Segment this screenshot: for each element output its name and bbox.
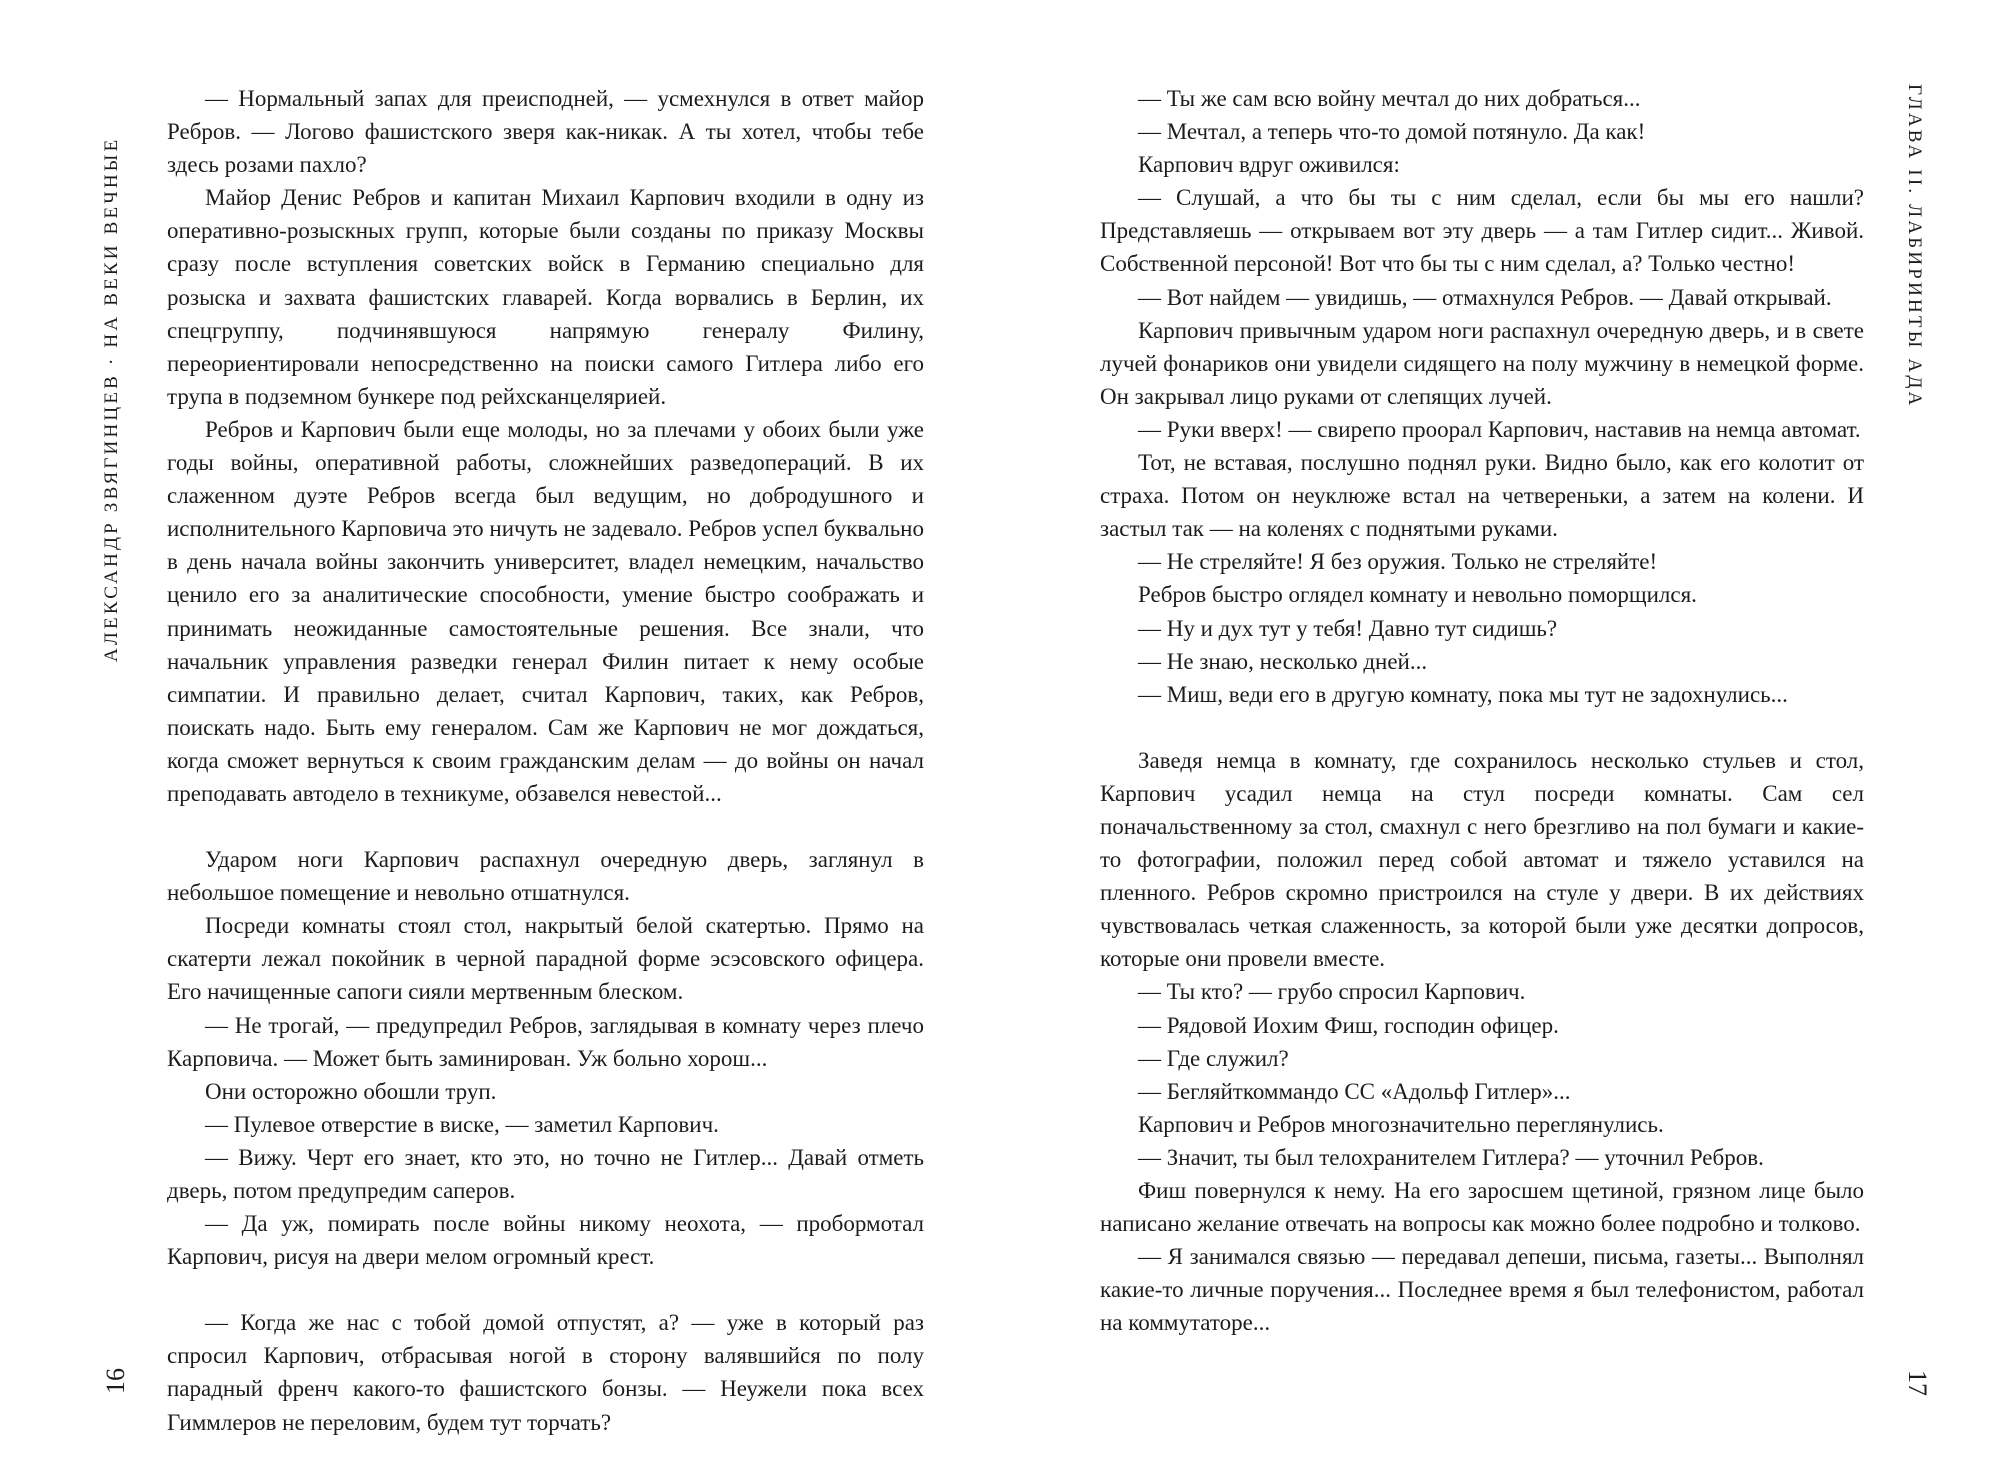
paragraph: Они осторожно обошли труп.	[205, 1078, 497, 1104]
paragraph: Заведя немца в комнату, где сохранилось несколько стульев и стол, Карпович усадил немца на стул посреди комнаты. Сам сел поначальственному за стол, смахнул с него брезгливо на пол бумаги и какие-то фотографии, положил перед собой автомат и тяжело уставился на пленного. Ребров скромно пристроился на стуле у двери. В их действиях чувствовалась четкая слаженность, за которой были уже десятки допросов, которые они провели вместе.	[1100, 747, 1864, 972]
paragraph: Ребров быстро оглядел комнату и невольно поморщился.	[1138, 582, 1697, 608]
paragraph: — Где служил?	[1138, 1045, 1289, 1071]
paragraph: — Я занимался связью — передавал депеши, письма, газеты... Выполнял какие-то личные поручения... Последнее время я был телефонистом, работал на коммутаторе...	[1100, 1244, 1864, 1336]
paragraph: — Мечтал, а теперь что-то домой потянуло. Да как!	[1138, 119, 1646, 145]
paragraph: — Когда же нас с тобой домой отпустят, а? — уже в который раз спросил Карпович, отбрасывая ногой в сторону валявшийся по полу парадный френч какого-то фашистского бонзы. — Неужели пока всех Гиммлеров не переловим, будем тут торчать?	[167, 1310, 924, 1435]
left-page-number: 16	[101, 1368, 130, 1394]
paragraph: — Руки вверх! — свирепо проорал Карпович, наставив на немца автомат.	[1138, 416, 1861, 442]
paragraph: Фиш повернулся к нему. На его заросшем щетиной, грязном лице было написано желание отвечать на вопросы как можно более подробно и толково.	[1100, 1178, 1864, 1237]
right-page	[1000, 0, 2000, 1465]
paragraph: — Ты же сам всю войну мечтал до них добраться...	[1138, 86, 1641, 111]
paragraph: — Вижу. Черт его знает, кто это, но точно не Гитлер... Давай отметь дверь, потом предупредим саперов.	[167, 1144, 924, 1203]
paragraph: — Ты кто? — грубо спросил Карпович.	[1138, 979, 1526, 1005]
paragraph: — Не знаю, несколько дней...	[1138, 648, 1428, 674]
paragraph: — Миш, веди его в другую комнату, пока мы тут не задохнулись...	[1138, 681, 1788, 707]
paragraph: — Нормальный запах для преисподней, — усмехнулся в ответ майор Ребров. — Логово фашистского зверя как-никак. А ты хотел, чтобы тебе здесь розами пахло?	[167, 86, 924, 178]
paragraph: Майор Денис Ребров и капитан Михаил Карпович входили в одну из оперативно-розыскных групп, которые были созданы по приказу Москвы сразу после вступления советских войск в Германию специально для розыска и захвата фашистских главарей. Когда ворвались в Берлин, их спецгруппу, подчинявшуюся напрямую генералу Филину, переориентировали непосредственно на поиски самого Гитлера либо его трупа в подземном бункере под рейхсканцелярией.	[167, 185, 924, 409]
paragraph: — Да уж, помирать после войны никому неохота, — пробормотал Карпович, рисуя на двери мелом огромный крест.	[167, 1211, 924, 1270]
paragraph: Карпович привычным ударом ноги распахнул очередную дверь, и в свете лучей фонариков они увидели сидящего на полу мужчину в немецкой форме. Он закрывал лицо руками от слепящих лучей.	[1100, 317, 1864, 409]
paragraph: — Не трогай, — предупредил Ребров, заглядывая в комнату через плечо Карповича. — Может быть заминирован. Уж больно хорош...	[167, 1012, 924, 1071]
paragraph: Посреди комнаты стоял стол, накрытый белой скатертью. Прямо на скатерти лежал покойник в черной парадной форме эсэсовского офицера. Его начищенные сапоги сияли мертвенным блеском.	[167, 913, 924, 1005]
paragraph: Карпович и Ребров многозначительно переглянулись.	[1138, 1111, 1664, 1137]
paragraph: — Вот найдем — увидишь, — отмахнулся Ребров. — Давай открывай.	[1138, 284, 1832, 310]
paragraph: Ударом ноги Карпович распахнул очередную дверь, заглянул в небольшое помещение и невольно отшатнулся.	[167, 847, 924, 906]
left-running-head: АЛЕКСАНДР ЗВЯГИНЦЕВ · НА ВЕКИ ВЕЧНЫЕ	[101, 136, 122, 662]
paragraph: — Рядовой Иохим Фиш, господин офицер.	[1138, 1012, 1559, 1038]
paragraph: — Бегляйткоммандо СС «Адольф Гитлер»...	[1138, 1078, 1571, 1104]
paragraph: — Пулевое отверстие в виске, — заметил Карпович.	[205, 1111, 719, 1137]
right-running-head: ГЛАВА II. ЛАБИРИНТЫ АДА	[1904, 84, 1925, 409]
paragraph: Тот, не вставая, послушно поднял руки. Видно было, как его колотит от страха. Потом он неуклюже встал на четвереньки, а затем на колени. И застыл так — на коленях с поднятыми руками.	[1100, 450, 1864, 542]
paragraph: — Ну и дух тут у тебя! Давно тут сидишь?	[1138, 615, 1558, 641]
paragraph: — Не стреляйте! Я без оружия. Только не стреляйте!	[1138, 549, 1658, 575]
paragraph: — Значит, ты был телохранителем Гитлера? — уточнил Ребров.	[1138, 1144, 1764, 1170]
right-page-number: 17	[1903, 1370, 1932, 1396]
paragraph: Ребров и Карпович были еще молоды, но за плечами у обоих были уже годы войны, оперативной работы, сложнейших разведопераций. В их слаженном дуэте Ребров всегда был ведущим, но добродушного и исполнительного Карповича это ничуть не задевало. Ребров успел буквально в день начала войны закончить университет, владел немецким, начальство ценило его за аналитические способности, умение быстро соображать и принимать неожиданные самостоятельные решения. Все знали, что начальник управления разведки генерал Филин питает к нему особые симпатии. И правильно делает, считал Карпович, таких, как Ребров, поискать надо. Быть ему генералом. Сам же Карпович не мог дождаться, когда сможет вернуться к своим гражданским делам — до войны он начал преподавать автодело в техникуме, обзавелся невестой...	[167, 416, 924, 806]
right-text-column	[1100, 82, 1864, 1339]
left-text-column	[167, 82, 924, 1439]
paragraph: — Слушай, а что бы ты с ним сделал, если бы мы его нашли? Представляешь — открываем вот эту дверь — а там Гитлер сидит... Живой. Собственной персоной! Вот что бы ты с ним сделал, а? Только честно!	[1100, 185, 1864, 277]
paragraph: Карпович вдруг оживился:	[1138, 152, 1400, 178]
